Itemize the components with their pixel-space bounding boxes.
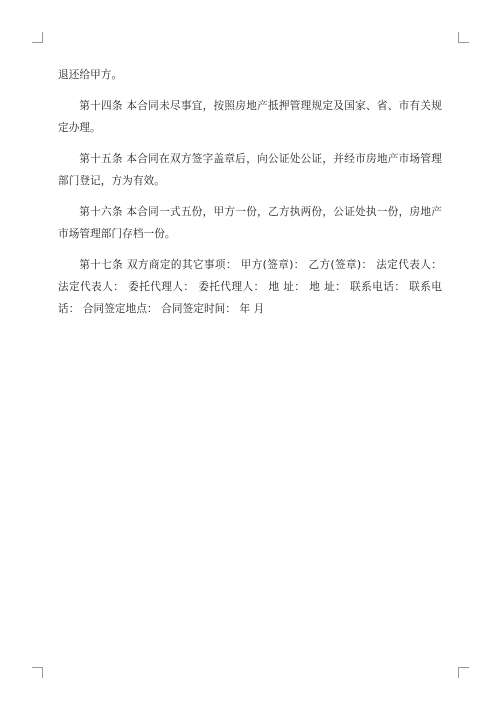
paragraph-continuation: 退还给甲方。 bbox=[58, 69, 123, 81]
crop-mark-top-right bbox=[458, 32, 469, 43]
document-body bbox=[58, 64, 442, 329]
paragraph-article-14: 第十四条 本合同未尽事宜，按照房地产抵押管理规定及国家、省、市有关规定办理。 bbox=[58, 100, 442, 134]
crop-mark-top-left bbox=[32, 32, 43, 43]
paragraph-article-16: 第十六条 本合同一式五份，甲方一份，乙方执两份，公证处执一份，房地产市场管理部门存档一份。 bbox=[58, 206, 442, 240]
crop-mark-bottom-left bbox=[32, 667, 43, 678]
paragraph-article-17: 第十七条 双方商定的其它事项： 甲方(签章)： 乙方(签章)： 法定代表人： 法定代表人： 委托代理人： 委托代理人： 地 址： 地 址： 联系电话： 联系电话： 合同签定地点： 合同签定时间： 年 月 bbox=[58, 259, 442, 315]
crop-mark-bottom-right bbox=[458, 667, 469, 678]
paragraph-article-15: 第十五条 本合同在双方签字盖章后，向公证处公证，并经市房地产市场管理部门登记，方为有效。 bbox=[58, 153, 442, 187]
